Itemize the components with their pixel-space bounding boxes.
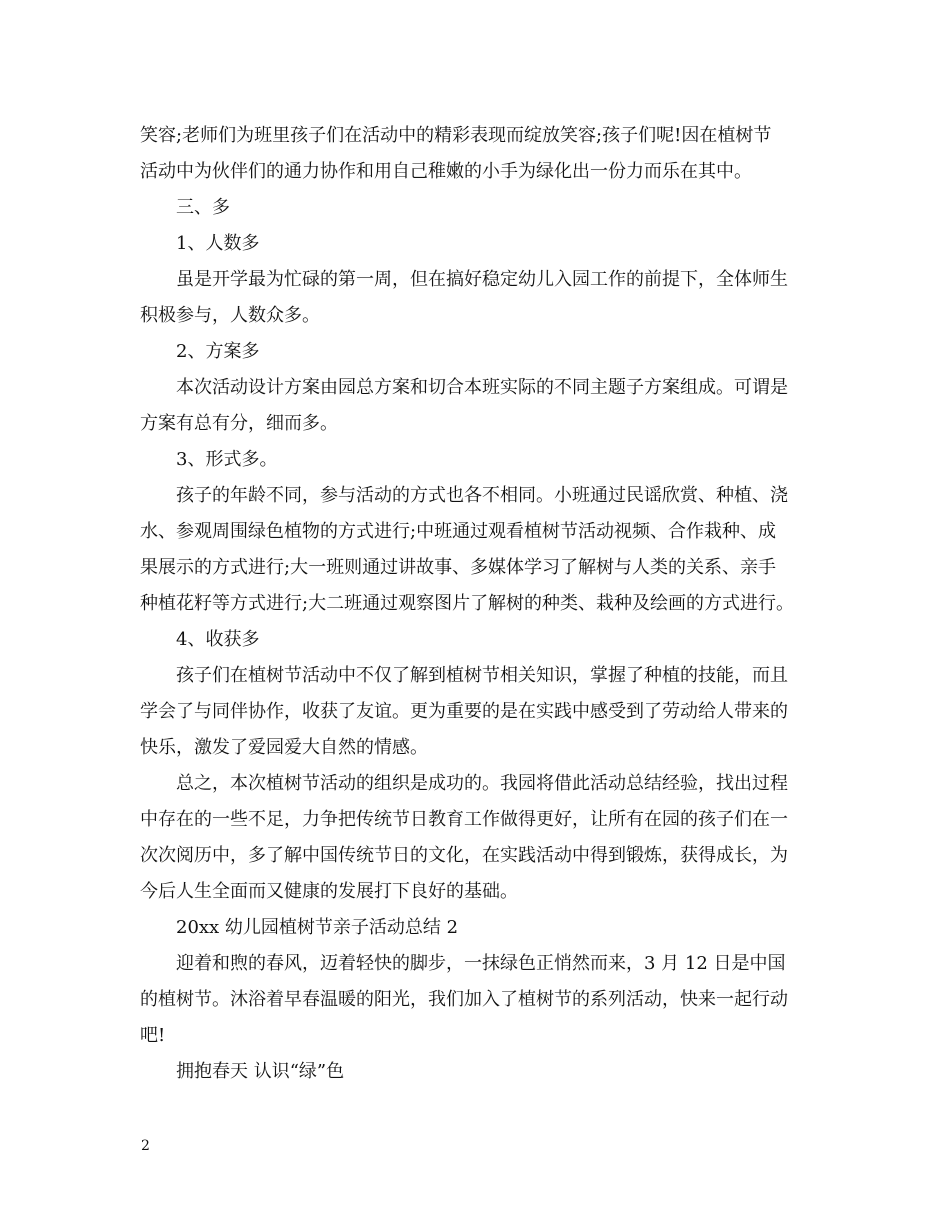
text-line: 活动中为伙伴们的通力协作和用自己稚嫩的小手为绿化出一份力而乐在其中。 <box>140 161 752 182</box>
document-body <box>140 118 812 1090</box>
text-line: 笑容;老师们为班里孩子们在活动中的精彩表现而绽放笑容;孩子们呢!因在植树节 <box>140 125 772 146</box>
text-line: 三、多 <box>176 197 230 218</box>
text-line: 孩子们在植树节活动中不仅了解到植树节相关知识，掌握了种植的技能，而且 <box>176 665 788 686</box>
text-line: 孩子的年龄不同，参与活动的方式也各不相同。小班通过民谣欣赏、种植、浇 <box>176 485 788 506</box>
page-number: 2 <box>141 1138 150 1154</box>
text-line: 本次活动设计方案由园总方案和切合本班实际的不同主题子方案组成。可谓是 <box>176 377 788 398</box>
text-line: 种植花籽等方式进行;大二班通过观察图片了解树的种类、栽种及绘画的方式进行。 <box>140 593 795 614</box>
text-line: 拥抱春天 认识“绿”色 <box>176 1061 345 1082</box>
text-line: 2、方案多 <box>176 341 260 362</box>
text-line: 今后人生全面而又健康的发展打下良好的基础。 <box>140 881 518 902</box>
text-line: 中存在的一些不足，力争把传统节日教育工作做得更好，让所有在园的孩子们在一 <box>140 809 788 830</box>
text-line: 积极参与，人数众多。 <box>140 305 320 326</box>
text-line: 果展示的方式进行;大一班则通过讲故事、多媒体学习了解树与人类的关系、亲手 <box>140 557 777 578</box>
text-line: 学会了与同伴协作，收获了友谊。更为重要的是在实践中感受到了劳动给人带来的 <box>140 701 788 722</box>
text-line: 总之，本次植树节活动的组织是成功的。我园将借此活动总结经验，找出过程 <box>176 773 788 794</box>
text-line: 快乐，激发了爱园爱大自然的情感。 <box>140 737 428 758</box>
text-line: 虽是开学最为忙碌的第一周，但在搞好稳定幼儿入园工作的前提下，全体师生 <box>176 269 788 290</box>
text-line: 3、形式多。 <box>176 449 278 470</box>
text-line: 吧! <box>140 1025 166 1046</box>
text-line: 次次阅历中，多了解中国传统节日的文化，在实践活动中得到锻炼，获得成长，为 <box>140 845 788 866</box>
text-line: 20xx 幼儿园植树节亲子活动总结 2 <box>176 917 459 938</box>
text-line: 方案有总有分，细而多。 <box>140 413 338 434</box>
text-line: 水、参观周围绿色植物的方式进行;中班通过观看植树节活动视频、合作栽种、成 <box>140 521 777 542</box>
text-line: 迎着和煦的春风，迈着轻快的脚步，一抹绿色正悄然而来，3 月 12 日是中国 <box>176 953 786 974</box>
text-line: 4、收获多 <box>176 629 260 650</box>
text-line: 1、人数多 <box>176 233 260 254</box>
text-line: 的植树节。沐浴着早春温暖的阳光，我们加入了植树节的系列活动，快来一起行动 <box>140 989 788 1010</box>
